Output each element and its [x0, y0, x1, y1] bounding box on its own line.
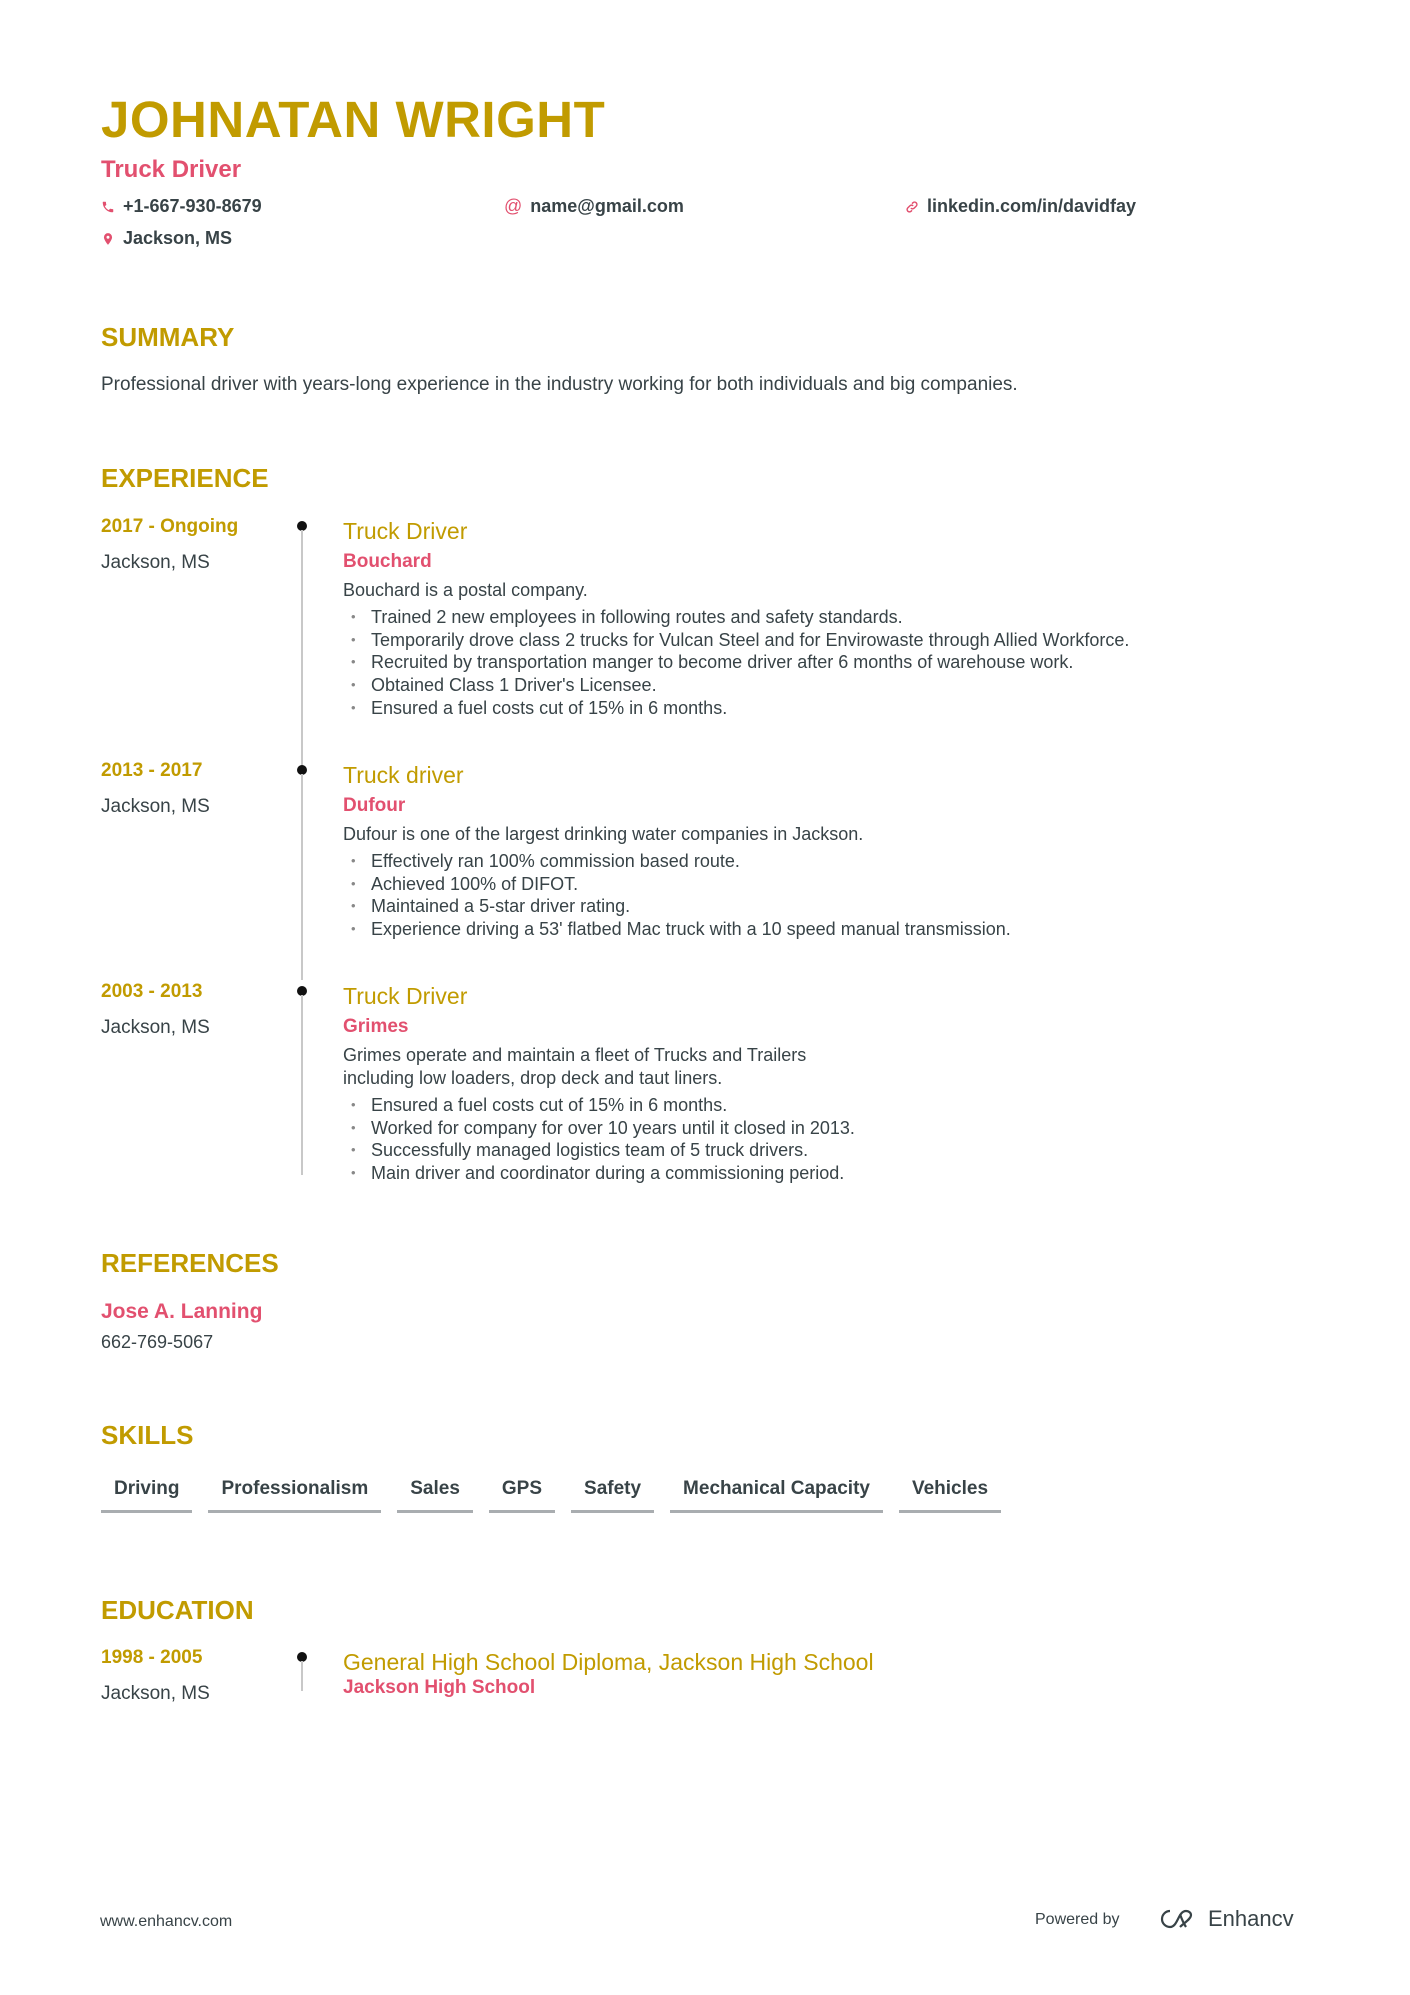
bullet: • Ensured a fuel costs cut of 15% in 6 months. [343, 1094, 1303, 1117]
skill-tag: Safety [571, 1478, 654, 1513]
bullet: • Successfully managed logistics team of 5 truck drivers. [343, 1139, 1303, 1162]
reference-name: Jose A. Lanning [101, 1300, 263, 1323]
email-text[interactable]: name@gmail.com [530, 196, 684, 216]
entry-company: Bouchard [343, 551, 432, 572]
bullet: • Maintained a 5-star driver rating. [343, 895, 1303, 918]
entry-description: Bouchard is a postal company. [343, 580, 588, 600]
contact-location [101, 228, 232, 249]
location-text: Jackson, MS [123, 228, 233, 248]
entry-role: Truck Driver [343, 983, 468, 1009]
enhancv-logo[interactable] [1154, 1906, 1294, 1932]
entry-location: Jackson, MS [101, 1017, 210, 1038]
timeline-line [301, 774, 303, 980]
bullet: • Main driver and coordinator during a commissioning period. [343, 1162, 1303, 1185]
references-heading: REFERENCES [101, 1248, 279, 1278]
bullet: • Temporarily drove class 2 trucks for Vulcan Steel and for Envirowaste through Allied Workforce. [343, 629, 1303, 652]
powered-by-text: Powered by [1035, 1911, 1120, 1928]
skill-tag: GPS [489, 1478, 555, 1513]
summary-text: Professional driver with years-long experience in the industry working for both individuals and big companies. [101, 374, 1018, 395]
timeline-line [301, 995, 303, 1175]
education-heading: EDUCATION [101, 1595, 254, 1625]
skill-tag: Professionalism [208, 1478, 381, 1513]
linkedin-text[interactable]: linkedin.com/in/davidfay [927, 196, 1137, 216]
footer-website[interactable]: www.enhancv.com [100, 1913, 233, 1930]
enhancv-brand-text: Enhancv [1208, 1906, 1294, 1931]
skill-tag: Sales [397, 1478, 473, 1513]
at-icon: @ [504, 196, 523, 216]
enhancv-logo-icon [1154, 1906, 1200, 1932]
education-degree: General High School Diploma, Jackson High School [343, 1649, 874, 1675]
phone-icon [101, 200, 115, 214]
bullet: • Worked for company for over 10 years until it closed in 2013. [343, 1117, 1303, 1140]
link-icon [905, 200, 919, 214]
location-pin-icon [101, 232, 115, 246]
bullet: • Ensured a fuel costs cut of 15% in 6 months. [343, 697, 1303, 720]
contact-email[interactable] [504, 196, 684, 217]
entry-dates: 2013 - 2017 [101, 760, 203, 781]
entry-description: Grimes operate and maintain a fleet of Trucks and Trailers including low loaders, drop deck and taut liners. [343, 1045, 807, 1088]
skills-list [101, 1478, 1001, 1513]
skill-tag: Mechanical Capacity [670, 1478, 883, 1513]
reference-phone: 662-769-5067 [101, 1332, 214, 1352]
phone-text: +1-667-930-8679 [123, 196, 262, 216]
candidate-name: JOHNATAN WRIGHT [101, 91, 606, 148]
bullet: • Experience driving a 53' flatbed Mac truck with a 10 speed manual transmission. [343, 918, 1303, 941]
entry-role: Truck driver [343, 762, 464, 788]
bullet: • Achieved 100% of DIFOT. [343, 873, 1303, 896]
entry-role: Truck Driver [343, 518, 468, 544]
skill-tag: Vehicles [899, 1478, 1001, 1513]
timeline-line [301, 1661, 303, 1691]
entry-company: Dufour [343, 795, 406, 816]
bullet: • Trained 2 new employees in following routes and safety standards. [343, 606, 1303, 629]
contact-phone [101, 196, 262, 217]
skills-heading: SKILLS [101, 1420, 194, 1450]
entry-company: Grimes [343, 1016, 409, 1037]
summary-heading: SUMMARY [101, 322, 235, 352]
timeline-line [301, 530, 303, 770]
education-dates: 1998 - 2005 [101, 1647, 203, 1668]
education-school: Jackson High School [343, 1677, 536, 1698]
entry-dates: 2003 - 2013 [101, 981, 203, 1002]
bullet: • Effectively ran 100% commission based route. [343, 850, 1303, 873]
contact-linkedin[interactable] [905, 196, 1136, 217]
entry-location: Jackson, MS [101, 552, 210, 573]
experience-heading: EXPERIENCE [101, 463, 269, 493]
entry-location: Jackson, MS [101, 796, 210, 817]
entry-dates: 2017 - Ongoing [101, 516, 239, 537]
job-title: Truck Driver [101, 156, 242, 183]
bullet: • Obtained Class 1 Driver's Licensee. [343, 674, 1303, 697]
education-location: Jackson, MS [101, 1683, 210, 1704]
skill-tag: Driving [101, 1478, 192, 1513]
bullet: • Recruited by transportation manger to become driver after 6 months of warehouse work. [343, 651, 1303, 674]
entry-description: Dufour is one of the largest drinking water companies in Jackson. [343, 824, 864, 844]
